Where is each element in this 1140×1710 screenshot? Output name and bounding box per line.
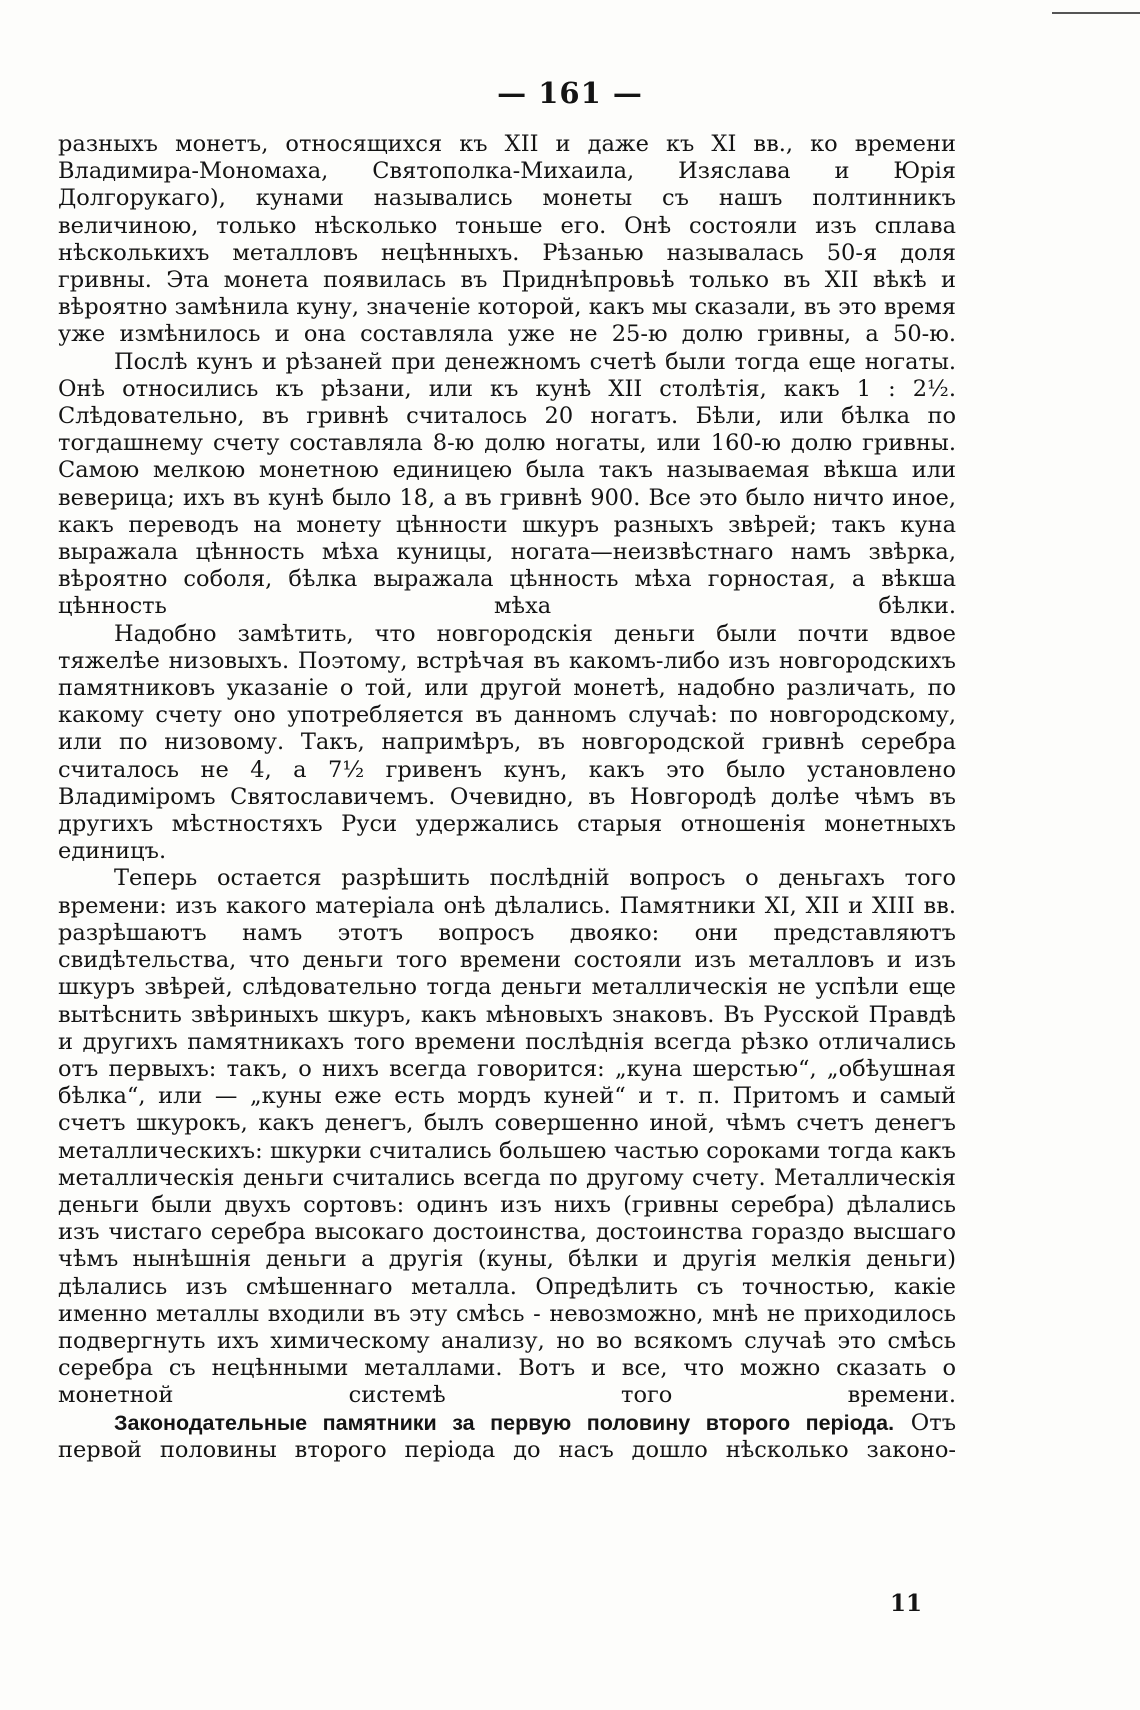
section-heading: Законодательные памятники за первую половину второго періода. [114, 1410, 895, 1435]
page-number-header: — 161 — [497, 76, 643, 110]
paragraph-3: Надобно замѣтить, что новгородскія деньги были почти вдвое тяжелѣе низовыхъ. Поэтому, встрѣчая въ какомъ-либо изъ новгородскихъ памятниковъ указаніе о той, или другой монетѣ, надобно различать, по какому счету оно употребляется въ данномъ случаѣ: по новгородскому, или по низовому. Такъ, напримѣръ, въ новгородской гривнѣ серебра считалось не 4, а 7½ гривенъ кунъ, какъ это было установлено Владиміромъ Святославичемъ. Очевидно, въ Новгородѣ долѣе чѣмъ въ другихъ мѣстностяхъ Руси удержались старыя отношенія монетныхъ единицъ. [58, 620, 956, 865]
page-edge-rule [1052, 0, 1140, 14]
body-text [58, 131, 956, 1464]
signature-mark: 11 [890, 1590, 923, 1617]
paragraph-5 [58, 1410, 956, 1464]
paragraph-4: Теперь остается разрѣшить послѣдній вопросъ о деньгахъ того времени: изъ какого матеріала онѣ дѣлались. Памятники XI, XII и XIII вв. разрѣшаютъ намъ этотъ вопросъ двояко: они представляютъ свидѣтельства, что деньги того времени состояли изъ металловъ и изъ шкуръ звѣрей, слѣдовательно тогда деньги металлическія не успѣли еще вытѣснить звѣриныхъ шкуръ, какъ мѣновыхъ знаковъ. Въ Русской Правдѣ и другихъ памятникахъ того времени послѣднія всегда рѣзко отличались отъ первыхъ: такъ, о нихъ всегда говорится: „куна шерстью“, „обѣушная бѣлка“, или — „куны еже есть мордъ куней“ и т. п. Притомъ и самый счетъ шкурокъ, какъ денегъ, былъ совершенно иной, чѣмъ счетъ денегъ металлическихъ: шкурки считались большею частью сороками тогда какъ металлическія деньги считались всегда по другому счету. Металлическія деньги были двухъ сортовъ: одинъ изъ нихъ (гривны серебра) дѣлались изъ чистаго серебра высокаго достоинства, достоинства гораздо высшаго чѣмъ нынѣшнія деньги а другія (куны, бѣлки и другія мелкія деньги) дѣлались изъ смѣшеннаго металла. Опредѣлить съ точностью, какіе именно металлы входили въ эту смѣсь - невозможно, мнѣ не приходилось подвергнуть ихъ химическому анализу, но во всякомъ случаѣ это смѣсь серебра съ нецѣнными металлами. Вотъ и все, что можно сказать о монетной системѣ того времени. [58, 865, 956, 1409]
section-text: Отъ первой половины второго періода до насъ дошло нѣсколько законо- [58, 1409, 957, 1463]
paragraph-2: Послѣ кунъ и рѣзаней при денежномъ счетѣ были тогда еще ногаты. Онѣ относились къ рѣзани, или къ кунѣ XII столѣтія, какъ 1 : 2½. Слѣдовательно, въ гривнѣ считалось 20 ногатъ. Бѣли, или бѣлка по тогдашнему счету составляла 8-ю долю ногаты, или 160-ю долю гривны. Самою мелкою монетною единицею была такъ называемая вѣкша или веверица; ихъ въ кунѣ было 18, а въ гривнѣ 900. Все это было ничто иное, какъ переводъ на монету цѣнности шкуръ разныхъ звѣрей; такъ куна выражала цѣнность мѣха куницы, ногата—неизвѣстнаго намъ звѣрка, вѣроятно соболя, бѣлка выражала цѣнность мѣха горностая, а вѣкша цѣнность мѣха бѣлки. [58, 348, 956, 620]
paragraph-1: разныхъ монетъ, относящихся къ XII и даже къ XI вв., ко времени Владимира-Мономаха, Святополка-Михаила, Изяслава и Юрія Долгорукаго), кунами назывались монеты съ нашъ полтинникъ величиною, только нѣсколько тоньше его. Онѣ состояли изъ сплава нѣсколькихъ металловъ нецѣнныхъ. Рѣзанью называлась 50-я доля гривны. Эта монета появилась въ Приднѣпровьѣ только въ XII вѣкѣ и вѣроятно замѣнила куну, значеніе которой, какъ мы сказали, въ это время уже измѣнилось и она составляла уже не 25-ю долю гривны, а 50-ю. [58, 131, 956, 348]
